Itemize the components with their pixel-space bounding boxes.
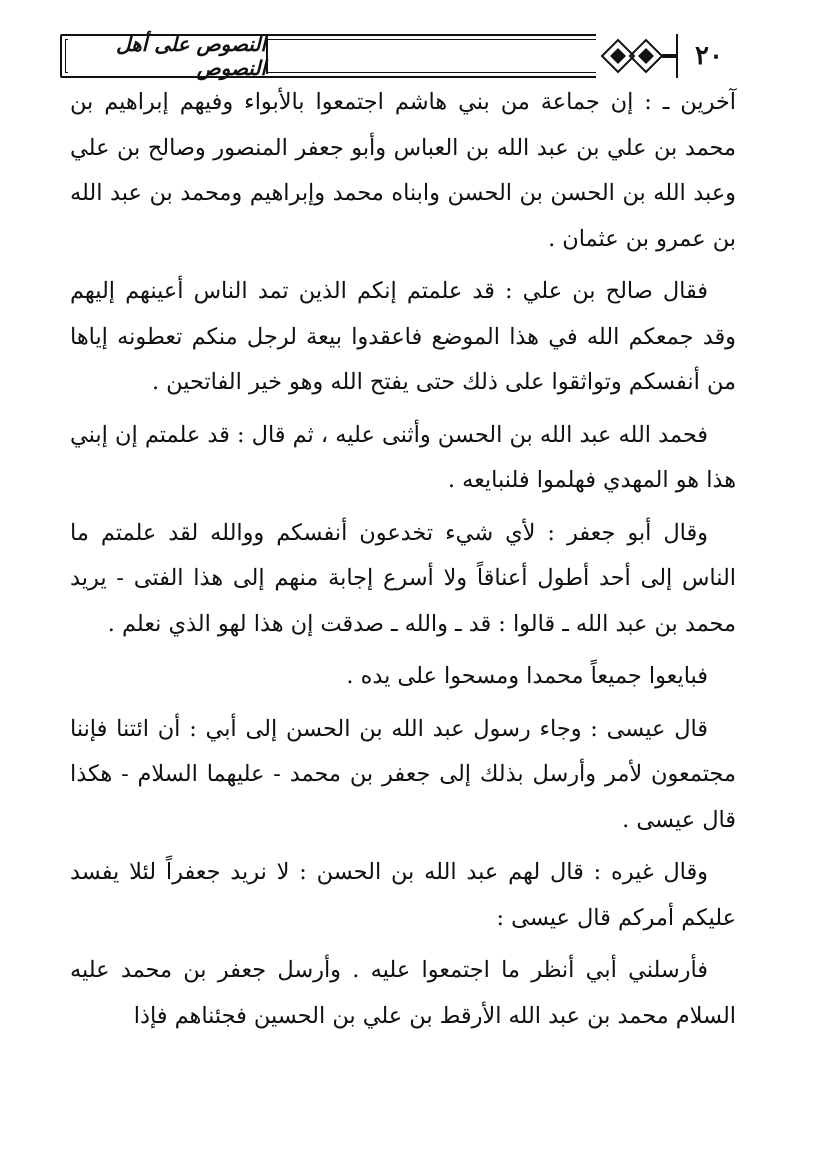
paragraph: فبايعوا جميعاً محمدا ومسحوا على يده . — [346, 663, 708, 689]
paragraph: وقال أبو جعفر : لأي شيء تخدعون أنفسكم ووالله لقد علمتم ما الناس إلى أحد أطول أعناقاً ولا أسرع إجابة منهم إلى هذا الفتى - يريد محمد بن عبد الله ـ قالوا : قد ـ والله ـ صدقت إن هذا لهو الذي نعلم . — [70, 519, 736, 637]
page-number: ٢٠ — [676, 34, 740, 78]
paragraph: فأرسلني أبي أنظر ما اجتمعوا عليه . وأرسل جعفر بن محمد عليه السلام محمد بن عبد الله الأرقط بن علي بن الحسين فجئناهم فإذا — [70, 957, 736, 1029]
body-text — [70, 80, 736, 1039]
paragraph: وقال غيره : قال لهم عبد الله بن الحسن : لا نريد جعفراً لئلا يفسد عليكم أمركم قال عيسى : — [70, 859, 736, 931]
paragraph: آخرين ـ : إن جماعة من بني هاشم اجتمعوا بالأبواء وفيهم إبراهيم بن محمد بن علي بن عبد الله بن العباس وأبو جعفر المنصور وصالح بن علي وعبد الله بن الحسن بن الحسن وابناه محمد وإبراهيم ومحمد بن عبد الله بن عمرو بن عثمان . — [70, 89, 736, 252]
running-title: النصوص على أهل النصوص — [68, 38, 268, 74]
paragraph: فحمد الله عبد الله بن الحسن وأثنى عليه ، ثم قال : قد علمتم إن إبني هذا هو المهدي فهلموا فلنبايعه . — [70, 421, 736, 493]
page-header — [60, 34, 740, 78]
paragraph: فقال صالح بن علي : قد علمتم إنكم الذين تمد الناس أعينهم إليهم وقد جمعكم الله في هذا الموضع فاعقدوا بيعة لرجل منكم تعطونه إياها من أنفسكم وتواثقوا على ذلك حتى يفتح الله وهو خير الفاتحين . — [70, 278, 736, 395]
paragraph: قال عيسى : وجاء رسول عبد الله بن الحسن إلى أبي : أن ائتنا فإننا مجتمعون لأمر وأرسل بذلك إلى جعفر بن محمد - عليهما السلام - هكذا قال عيسى . — [70, 715, 736, 833]
header-ornament-icon — [596, 34, 676, 78]
